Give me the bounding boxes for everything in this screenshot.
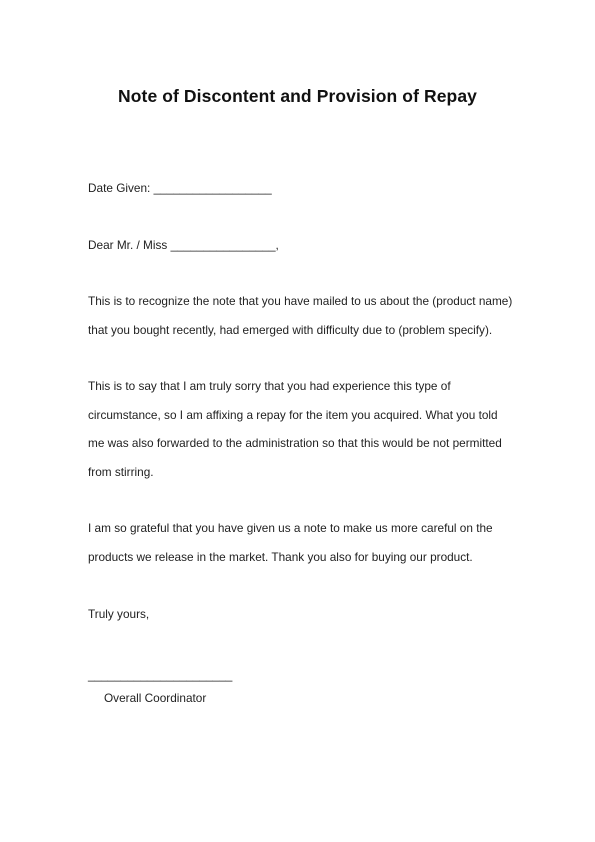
salutation: Dear Mr. / Miss ________________, bbox=[88, 238, 279, 252]
paragraph-3 bbox=[88, 514, 493, 571]
paragraph-3-line: I am so grateful that you have given us a note to make us more careful on the bbox=[88, 521, 493, 535]
date-line: Date Given: __________________ bbox=[88, 181, 272, 195]
paragraph-2 bbox=[88, 372, 502, 486]
signature-title: Overall Coordinator bbox=[104, 691, 207, 705]
document-title: Note of Discontent and Provision of Repay bbox=[118, 86, 477, 106]
paragraph-3-line: products we release in the market. Thank you also for buying our product. bbox=[88, 549, 473, 564]
paragraph-1-line: This is to recognize the note that you have mailed to us about the (product name) bbox=[88, 294, 513, 308]
paragraph-2-line: from stirring. bbox=[88, 464, 154, 479]
paragraph-2-line: me was also forwarded to the administration so that this would be not permitted bbox=[88, 436, 502, 451]
paragraph-2-line: This is to say that I am truly sorry that you had experience this type of bbox=[88, 379, 451, 393]
paragraph-2-line: circumstance, so I am affixing a repay for the item you acquired. What you told bbox=[88, 407, 498, 422]
paragraph-1 bbox=[88, 287, 512, 344]
paragraph-1-line: that you bought recently, had emerged with difficulty due to (problem specify). bbox=[88, 322, 493, 337]
closing: Truly yours, bbox=[88, 607, 150, 621]
signature-line: ______________________ bbox=[88, 668, 233, 682]
